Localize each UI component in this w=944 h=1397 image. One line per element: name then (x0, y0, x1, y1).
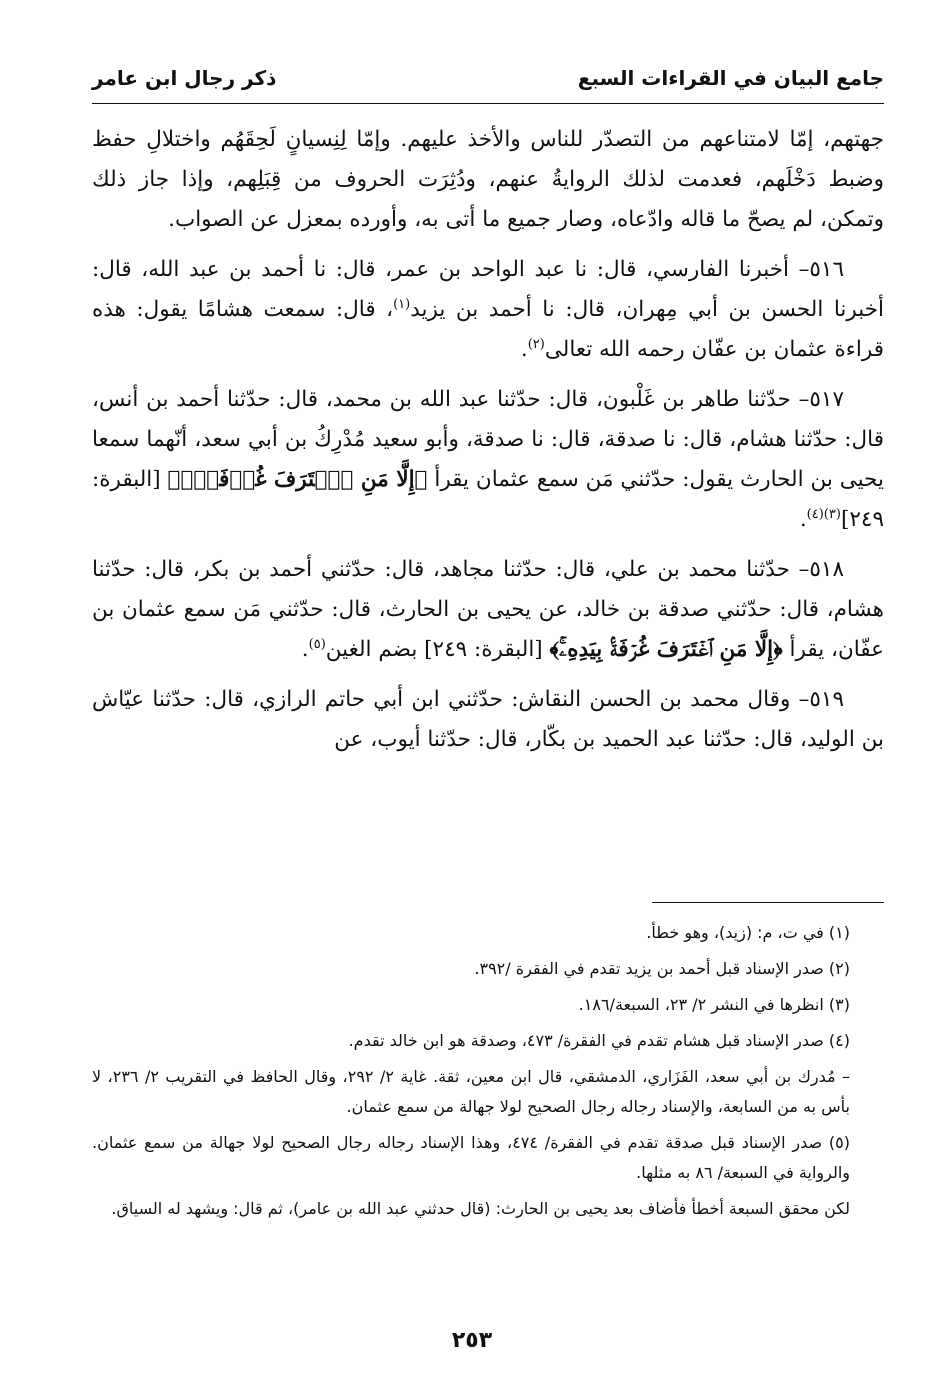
footnote-1: (١) في ت، م: (زيد)، وهو خطأ. (646, 923, 850, 942)
verse-reference: [البقرة: ٢٤٩] (92, 467, 884, 532)
quran-verse: ﴿إِلَّا مَنِ ٱغۡتَرَفَ غُرۡفَةَۢ﴾ (167, 467, 428, 492)
quran-verse: ﴿إِلَّا مَنِ ٱغۡتَرَفَ غُرۡفَةَۢ بِيَدِهِۦۚ﴾ (549, 637, 783, 662)
paragraph-517: ٥١٧– حدّثنا طاهر بن غَلْبون، قال: حدّثنا عبد الله بن محمد، قال: حدّثنا أحمد بن أنس، قال: حدّثنا هشام، قال: نا صدقة، قال: نا صدقة، وأبو سعيد مُدْرِكُ بن أبي سعد، أنّهما سمعا يحيى بن الحارث يقول: حدّثني مَن سمع عثمان يقرأ ﴿إِلَّا مَنِ ٱغۡتَرَفَ غُرۡفَةَۢ﴾ [البقرة: ٢٤٩]$^{(٣)(٤)}$. (92, 387, 884, 532)
footnote-ref: (٥) (308, 636, 326, 652)
paragraph-518: ٥١٨– حدّثنا محمد بن علي، قال: حدّثنا مجاهد، قال: حدّثني أحمد بن بكر، قال: حدّثنا هشام، قال: حدّثني صدقة بن خالد، عن يحيى بن الحارث، قال: حدّثني مَن سمع عثمان بن عفّان، يقرأ ﴿إِلَّا مَنِ ٱغۡتَرَفَ غُرۡفَةَۢ بِيَدِهِۦۚ﴾ [البقرة: ٢٤٩] بضم الغين$^{(٥)}$. (92, 557, 884, 662)
footnote-ref: (١) (393, 296, 411, 312)
paragraph-519: ٥١٩– وقال محمد بن الحسن النقاش: حدّثني ابن أبي حاتم الرازي، قال: حدّثنا عيّاش بن الوليد، قال: حدّثنا عبد الحميد بن بكّار، قال: حدّثنا أيوب، عن (92, 687, 884, 752)
footnote-3: (٣) انظرها في النشر ٢/ ٢٣، السبعة/١٨٦. (578, 995, 850, 1014)
main-text (92, 120, 884, 770)
footnote-4-continuation: – مُدرك بن أبي سعد، الفَزَاري، الدمشقي، قال ابن معين، ثقة. غاية ٢/ ٢٩٢، وقال الحافظ في التقريب ٢/ ٢٣٦، لا بأس به من السابعة، والإسناد رجاله رجال الصحيح لولا جهالة من سمع عثمان. (92, 1067, 851, 1116)
footnote-5: (٥) صدر الإسناد قبل صدقة تقدم في الفقرة/ ٤٧٤، وهذا الإسناد رجاله رجال الصحيح لولا جهالة من سمع عثمان. والرواية في السبعة/ ٨٦ به مثلها. (92, 1133, 850, 1182)
footnote-ref: (٢) (527, 336, 545, 352)
verse-reference: [البقرة: ٢٤٩] (424, 637, 543, 662)
paragraph-516: ٥١٦– أخبرنا الفارسي، قال: نا عبد الواحد بن عمر، قال: نا أحمد بن عبد الله، قال: أخبرنا الحسن بن أبي مِهران، قال: نا أحمد بن يزيد$^{(١)}$، قال: سمعت هشامًا يقول: هذه قراءة عثمان بن عفّان رحمه الله تعالى$^{(٢)}$. (92, 257, 884, 362)
header-divider (92, 103, 884, 104)
footnote-ref: (٣)(٤) (806, 506, 841, 522)
page-number: ٢٥٣ (451, 1328, 493, 1353)
footnote-2: (٢) صدر الإسناد قبل أحمد بن يزيد تقدم في الفقرة /٣٩٢. (474, 959, 850, 978)
paragraph-continuation: جهتهم، إمّا لامتناعهم من التصدّر للناس والأخذ عليهم. وإمّا لِنِسيانٍ لَحِقَهُم واختلالِ حفظ وضبط دَخْلَهم، فعدمت لذلك الروايةُ عنهم، ودُثِرَت الحروف من قِبَلِهم، وإذا جاز ذلك وتمكن، لم يصحّ ما قاله وادّعاه، وصار جميع ما أتى به، وأورده بمعزل عن الصواب. (92, 127, 884, 232)
footnote-divider (652, 902, 884, 903)
chapter-title: ذكر رجال ابن عامر (92, 66, 277, 90)
footnote-4: (٤) صدر الإسناد قبل هشام تقدم في الفقرة/ ٤٧٣، وصدقة هو ابن خالد تقدم. (348, 1031, 850, 1050)
footnotes (92, 918, 850, 1230)
book-title: جامع البيان في القراءات السبع (577, 66, 884, 90)
running-header (92, 58, 884, 98)
footnote-5-continuation: لكن محقق السبعة أخطأ فأضاف بعد يحيى بن الحارث: (قال حدثني عبد الله بن عامر)، ثم قال: ويشهد له السياق. (111, 1199, 850, 1218)
